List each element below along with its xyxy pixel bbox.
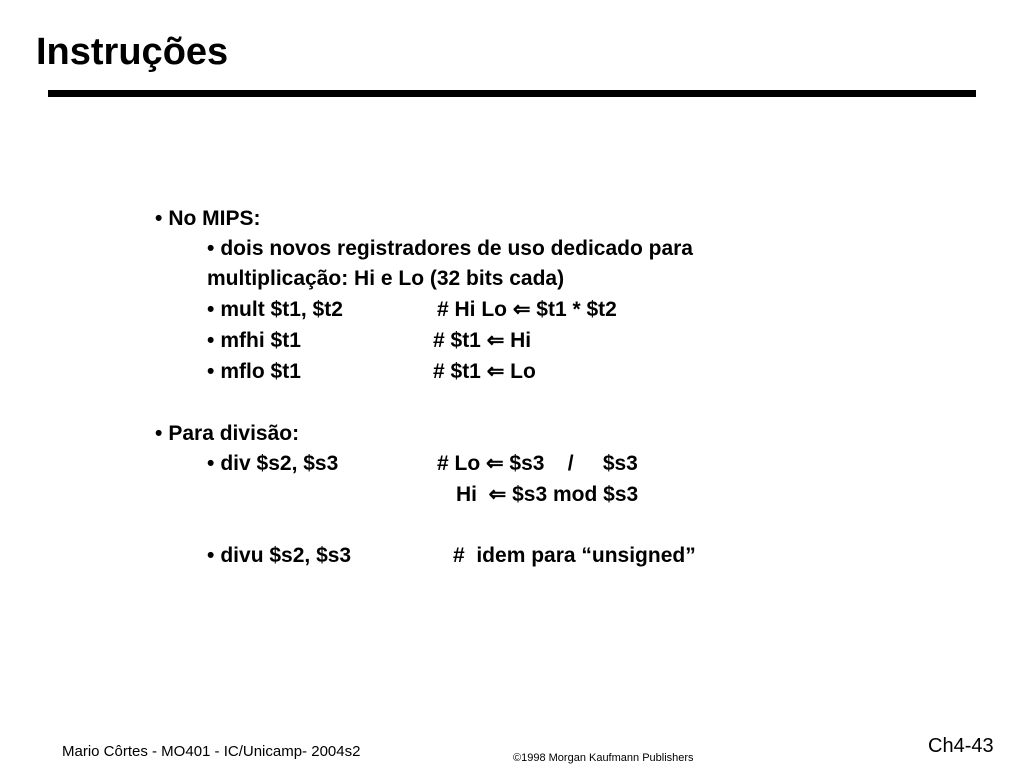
footer-copyright [513, 751, 694, 765]
bullet-glyph: • [207, 298, 215, 321]
bullet-glyph: • [207, 544, 215, 567]
copyright-text: 1998 Morgan Kaufmann Publishers [521, 752, 694, 764]
sub-bullet-div [207, 451, 338, 477]
registers-text-line2: multiplicação: Hi e Lo (32 bits cada) [207, 267, 565, 290]
bullet-glyph: • [155, 422, 163, 445]
bullet-no-mips [155, 206, 261, 232]
mflo-comment: # $t1 ⇐ Lo [433, 360, 536, 383]
bullet-glyph: • [207, 237, 215, 260]
divu-comment: # idem para “unsigned” [453, 544, 696, 567]
bullet-glyph: • [207, 360, 215, 383]
mfhi-instruction: mfhi $t1 [220, 329, 301, 352]
slide-title: Instruções [36, 31, 229, 73]
sub-bullet-mflo [207, 359, 301, 385]
mult-instruction: mult $t1, $t2 [220, 298, 343, 321]
div-instruction: div $s2, $s3 [220, 452, 339, 475]
mfhi-comment: # $t1 ⇐ Hi [433, 329, 532, 352]
bullet-glyph: • [207, 452, 215, 475]
sub-bullet-mfhi [207, 328, 301, 354]
div-comment-line2: Hi ⇐ $s3 mod $s3 [456, 483, 639, 506]
mflo-instruction: mflo $t1 [220, 360, 301, 383]
bullet-glyph: • [207, 329, 215, 352]
copyright-icon: © [513, 752, 522, 764]
div-comment-line1: # Lo ⇐ $s3 / $s3 [437, 452, 638, 475]
heading-no-mips: No MIPS: [168, 207, 261, 230]
sub-bullet-mult [207, 297, 343, 323]
registers-text-line1: dois novos registradores de uso dedicado para [220, 237, 693, 260]
page-number: Ch4-43 [928, 735, 994, 757]
footer-author: Mario Côrtes - MO401 - IC/Unicamp- 2004s2 [62, 743, 361, 760]
sub-bullet-registers [207, 236, 693, 262]
bullet-glyph: • [155, 207, 163, 230]
bullet-para-divisao [155, 421, 299, 447]
sub-bullet-divu [207, 543, 351, 569]
mult-comment: # Hi Lo ⇐ $t1 * $t2 [437, 298, 617, 321]
title-divider [48, 90, 976, 97]
heading-para-divisao: Para divisão: [168, 422, 300, 445]
divu-instruction: divu $s2, $s3 [220, 544, 352, 567]
